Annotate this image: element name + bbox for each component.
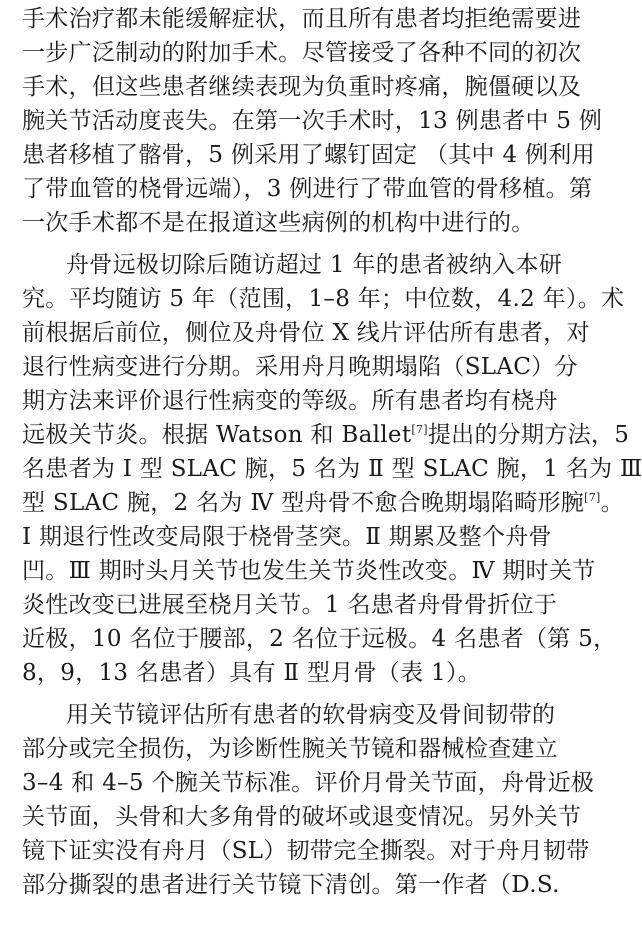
text-segment: 提出的分期方法，5 bbox=[427, 422, 630, 448]
text-line: 前根据后前位，侧位及舟骨位 X 线片评估所有患者，对 bbox=[22, 320, 590, 346]
text-line: 名患者为 Ⅰ 型 SLAC 腕，5 名为 Ⅱ 型 SLAC 腕，1 名为 Ⅲ bbox=[22, 456, 642, 482]
text-line: 究。平均随访 5 年（范围，1–8 年；中位数，4.2 年）。术 bbox=[22, 286, 625, 312]
text-line: 凹。Ⅲ 期时头月关节也发生关节炎性改变。Ⅳ 期时关节 bbox=[22, 558, 596, 584]
text-line: 部分撕裂的患者进行关节镜下清创。第一作者（D.S. bbox=[22, 872, 560, 898]
text-line bbox=[22, 488, 624, 518]
text-line: 8，9，13 名患者）具有 Ⅱ 型月骨（表 1）。 bbox=[22, 660, 482, 686]
text-line: 手术，但这些患者继续表现为负重时疼痛，腕僵硬以及 bbox=[22, 74, 582, 100]
text-line: 3–4 和 4–5 个腕关节标准。评价月骨关节面，舟骨近极 bbox=[22, 770, 595, 796]
text-line: 炎性改变已进展至桡月关节。1 名患者舟骨骨折位于 bbox=[22, 592, 558, 618]
text-line: 舟骨远极切除后随访超过 1 年的患者被纳入本研 bbox=[66, 252, 563, 278]
text-segment: 型 SLAC 腕，2 名为 Ⅳ 型舟骨不愈合晚期塌陷畸形腕 bbox=[22, 490, 585, 516]
citation-ref: [7] bbox=[584, 491, 601, 504]
text-line: Ⅰ 期退行性改变局限于桡骨茎突。Ⅱ 期累及整个舟骨 bbox=[22, 524, 552, 550]
text-line: 近极，10 名位于腰部，2 名位于远极。4 名患者（第 5， bbox=[22, 626, 617, 652]
text-segment: 远极关节炎。根据 Watson 和 Ballet bbox=[22, 422, 412, 448]
text-line: 患者移植了髂骨，5 例采用了螺钉固定 （其中 4 例利用 bbox=[22, 142, 595, 168]
text-line: 退行性病变进行分期。采用舟月晚期塌陷（SLAC）分 bbox=[22, 354, 578, 380]
text-line: 部分或完全损伤，为诊断性腕关节镜和器械检查建立 bbox=[22, 736, 558, 762]
text-line: 腕关节活动度丧失。在第一次手术时，13 例患者中 5 例 bbox=[22, 108, 603, 134]
text-line bbox=[22, 420, 630, 450]
text-line: 了带血管的桡骨远端），3 例进行了带血管的骨移植。第 bbox=[22, 176, 593, 202]
text-line: 手术治疗都未能缓解症状，而且所有患者均拒绝需要进 bbox=[22, 6, 582, 32]
text-segment: 。 bbox=[600, 490, 624, 516]
citation-ref: [7] bbox=[411, 423, 428, 436]
text-line: 一次手术都不是在报道这些病例的机构中进行的。 bbox=[22, 210, 535, 236]
text-line: 关节面，头骨和大多角骨的破坏或退变情况。另外关节 bbox=[22, 804, 582, 830]
text-line: 期方法来评价退行性病变的等级。所有患者均有桡舟 bbox=[22, 388, 558, 414]
text-line: 一步广泛制动的附加手术。尽管接受了各种不同的初次 bbox=[22, 40, 582, 66]
text-line: 镜下证实没有舟月（SL）韧带完全撕裂。对于舟月韧带 bbox=[22, 838, 590, 864]
text-line: 用关节镜评估所有患者的软骨病变及骨间韧带的 bbox=[66, 702, 556, 728]
